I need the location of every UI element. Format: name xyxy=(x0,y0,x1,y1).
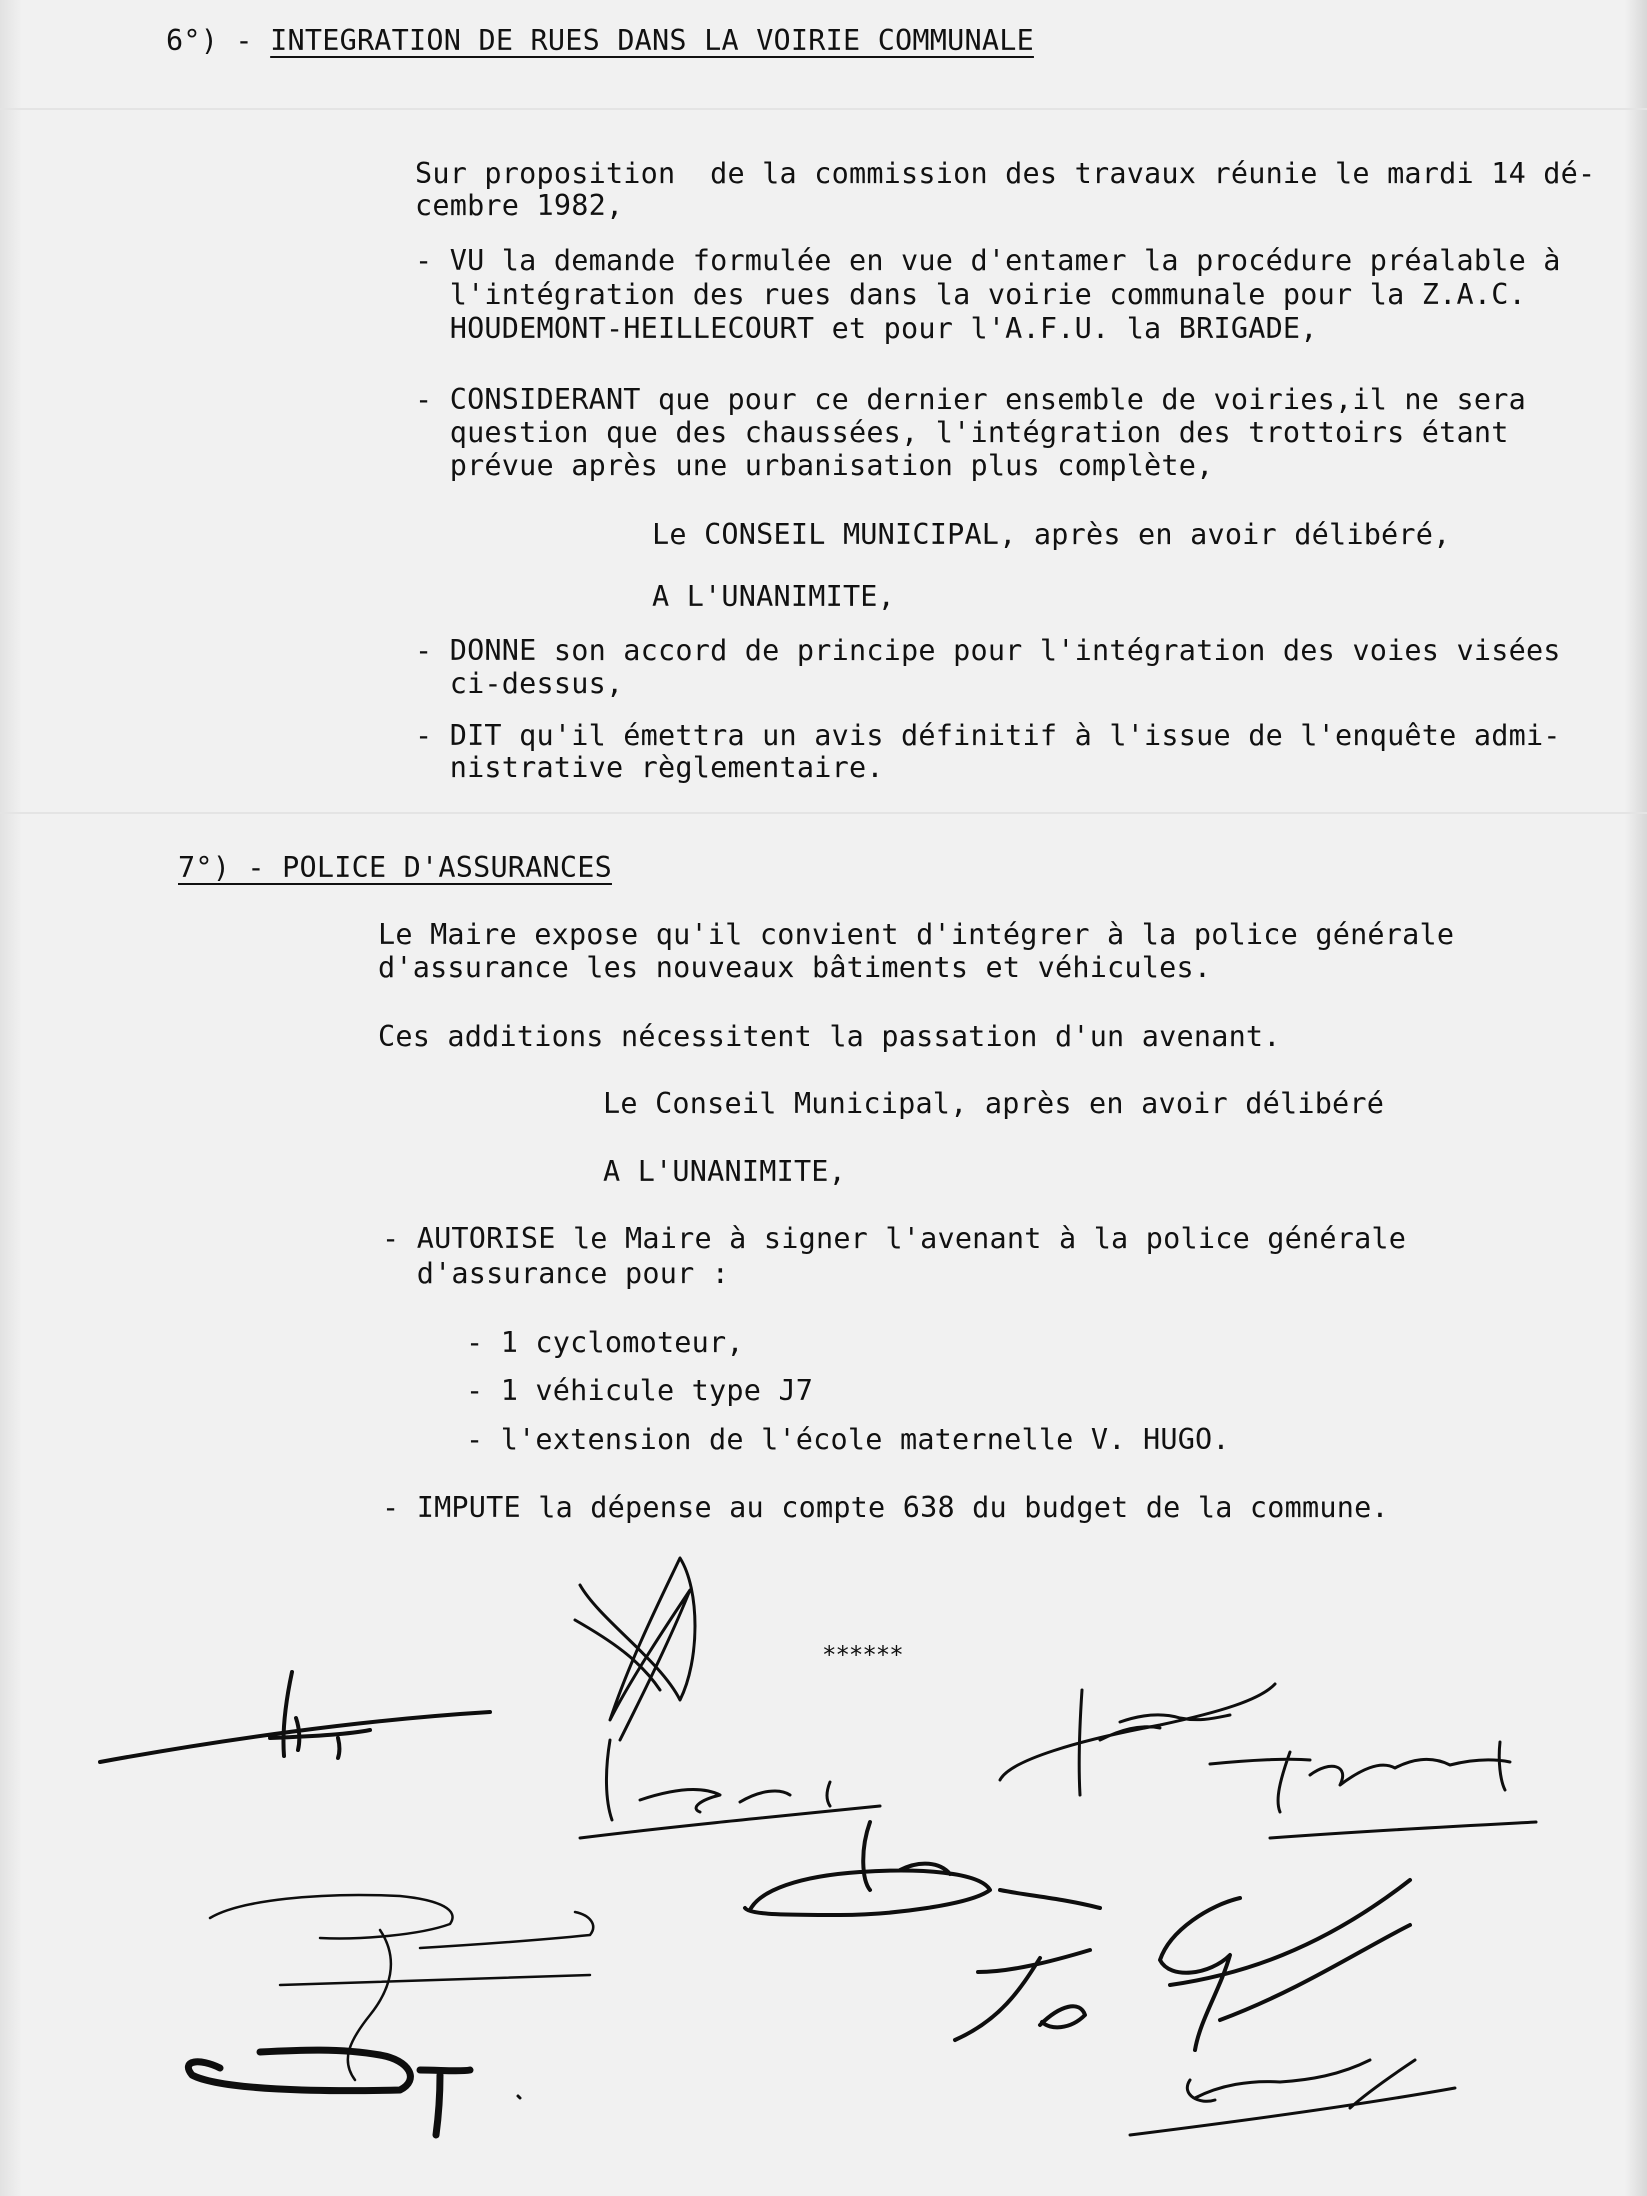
signature xyxy=(100,1672,490,1762)
separator-asterisks: ****** xyxy=(822,1641,903,1669)
section-7-maire-line-2: d'assurance les nouveaux bâtiments et véhicules. xyxy=(378,951,1212,984)
section-7-title: 7°) - POLICE D'ASSURANCES xyxy=(178,851,612,884)
section-7-list-item: - 1 cyclomoteur, xyxy=(466,1326,744,1359)
section-7-list-item: - 1 véhicule type J7 xyxy=(466,1374,814,1407)
section-6-council-deliberation: Le CONSEIL MUNICIPAL, après en avoir délibéré, xyxy=(652,518,1451,551)
section-6-considerant-line-3: prévue après une urbanisation plus complète, xyxy=(415,449,1214,482)
section-6-donne-line-2: ci-dessus, xyxy=(415,667,624,700)
section-7-impute: - IMPUTE la dépense au compte 638 du budget de la commune. xyxy=(382,1491,1389,1524)
signature xyxy=(1160,1880,1410,2050)
section-7-additions: Ces additions nécessitent la passation d'un avenant. xyxy=(378,1020,1281,1053)
section-6-dit-line-1: - DIT qu'il émettra un avis définitif à l'issue de l'enquête admi- xyxy=(415,719,1561,752)
section-6-vu-line-3: HOUDEMONT-HEILLECOURT et pour l'A.F.U. la BRIGADE, xyxy=(415,312,1318,345)
section-6-intro-line-2: cembre 1982, xyxy=(415,189,624,222)
signature xyxy=(575,1558,880,1838)
section-6-dit-line-2: nistrative règlementaire. xyxy=(415,751,884,784)
section-6-donne-line-1: - DONNE son accord de principe pour l'intégration des voies visées xyxy=(415,634,1561,667)
section-6-intro-line-1: Sur proposition de la commission des travaux réunie le mardi 14 dé- xyxy=(415,157,1596,190)
section-7-unanimity: A L'UNANIMITE, xyxy=(603,1155,847,1188)
section-7-autorise-line-2: d'assurance pour : xyxy=(382,1257,730,1290)
signature xyxy=(955,1950,1090,2040)
signature xyxy=(188,2050,520,2135)
section-6-vu-line-1: - VU la demande formulée en vue d'entamer la procédure préalable à xyxy=(415,244,1561,277)
section-7-list-item: - l'extension de l'école maternelle V. HUGO. xyxy=(466,1423,1230,1456)
section-6-title: INTEGRATION DE RUES DANS LA VOIRIE COMMUNALE xyxy=(270,24,1034,57)
section-6-unanimity: A L'UNANIMITE, xyxy=(652,580,896,613)
section-7-maire-line-1: Le Maire expose qu'il convient d'intégrer à la police générale xyxy=(378,918,1455,951)
section-6-considerant-line-2: question que des chaussées, l'intégration des trottoirs étant xyxy=(415,416,1509,449)
signature xyxy=(1000,1684,1275,1795)
section-6-number: 6°) - xyxy=(166,24,271,57)
section-7-council-deliberation: Le Conseil Municipal, après en avoir délibéré xyxy=(603,1087,1385,1120)
section-6-vu-line-2: l'intégration des rues dans la voirie communale pour la Z.A.C. xyxy=(415,278,1526,311)
signature xyxy=(745,1822,1100,1915)
signature xyxy=(1130,2060,1455,2135)
signature xyxy=(1210,1742,1536,1838)
section-6-considerant-line-1: - CONSIDERANT que pour ce dernier ensemble de voiries,il ne sera xyxy=(415,383,1526,416)
section-7-autorise-line-1: - AUTORISE le Maire à signer l'avenant à la police générale xyxy=(382,1222,1407,1255)
